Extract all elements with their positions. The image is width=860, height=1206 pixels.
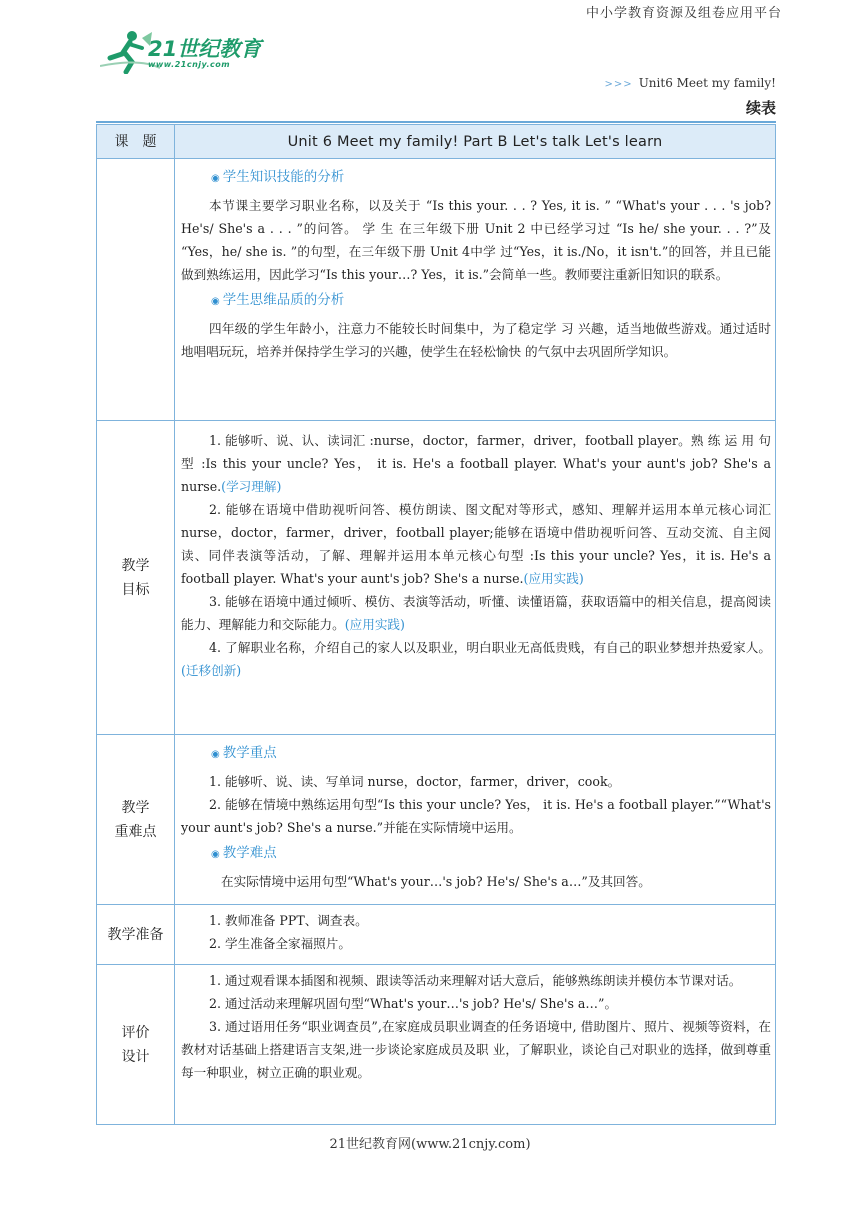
knowledge-paragraph: 本节课主要学习职业名称，以及关于 “Is this your. . . ? Yes, it is. ” “What's your . . . 's job? He's/ She's a . . . ”的问答。 学 生 在三年级下册 Unit 2 中已经学习过 “Is he/ she your. . . ?”及 “Yes，he/ she is. ”的句型，在三年级下册 Unit 4中学 过“Yes，it is./No，it isn't.”的回答，并且已能做到熟练运用，因此学习“Is this your…? Yes，it is.”会简单一些。教师要注重新旧知识的联系。 xyxy=(181,198,771,282)
logo-name: 21世纪教育 xyxy=(148,37,262,61)
objective-tag: (应用实践) xyxy=(523,571,584,586)
objective-text: 3. 能够在语境中通过倾听、模仿、表演等活动，听懂、读懂语篇，获取语篇中的相关信息，提高阅读能力、理解能力和交际能力。 xyxy=(181,594,771,632)
objective-text: 1. 能够听、说、认、读词汇 :nurse，doctor，farmer，driver，football player。熟 练 运 用 句 型 :Is this your uncle? Yes， it is. He's a football player. What's your aunt's job? She's a nurse. xyxy=(181,433,771,494)
evaluation-content xyxy=(175,965,776,1125)
evaluation-item: 3. 通过语用任务“职业调查员”,在家庭成员职业调查的任务语境中, 借助图片、照片、视频等资料，在教材对话基础上搭建语言支架,进一步谈论家庭成员及职 业，了解职业，谈论自己对职业的选择，做到尊重每一种职业，树立正确的职业观。 xyxy=(181,1019,771,1080)
evaluation-item: 1. 通过观看课本插图和视频、跟读等活动来理解对话大意后，能够熟练朗读并模仿本节课对话。 xyxy=(209,973,742,988)
difficulty-heading xyxy=(211,841,771,867)
arrows-icon: >>> xyxy=(604,79,633,90)
objectives-content xyxy=(175,421,776,735)
evaluation-label-line2: 设计 xyxy=(121,1048,150,1065)
objective-item xyxy=(181,429,771,498)
preparation-item: 2. 学生准备全家福照片。 xyxy=(209,936,351,951)
key-points-row xyxy=(97,735,776,905)
difficulty-heading-text: 教学难点 xyxy=(222,845,277,861)
bullet-icon: ◉ xyxy=(211,296,220,307)
preparation-content xyxy=(175,905,776,965)
thinking-paragraph: 四年级的学生年龄小，注意力不能较长时间集中，为了稳定学 习 兴趣，适当地做些游戏。通过适时地唱唱玩玩，培养并保持学生学习的兴趣，使学生在轻松愉快 的气氛中去巩固所学知识。 xyxy=(181,321,771,359)
focus-heading xyxy=(211,741,771,767)
thinking-heading xyxy=(211,288,771,314)
focus-item: 1. 能够听、说、读、写单词 nurse，doctor，farmer，driver，cook。 xyxy=(209,774,621,789)
footer-site: 21世纪教育网(www.21cnjy.com) xyxy=(329,1137,531,1152)
objectives-label-line1: 教学 xyxy=(121,557,150,574)
thinking-heading-text: 学生思维品质的分析 xyxy=(222,292,345,308)
objective-text: 2. 能够在语境中借助视听问答、模仿朗读、图文配对等形式，感知、理解并运用本单元核心词汇 nurse，doctor，farmer，driver，football player;能够在语境中借助视听问答、互动交流、自主阅读、同伴表演等活动，了解、理解并运用本单元核心句型 :Is this your uncle? Yes，it is. He's a football player. What's your aunt's job? She's a nurse. xyxy=(181,502,771,586)
objective-item xyxy=(181,636,771,682)
preparation-item: 1. 教师准备 PPT、调查表。 xyxy=(209,913,368,928)
topic-label: 课 题 xyxy=(97,125,175,159)
focus-heading-text: 教学重点 xyxy=(222,745,277,761)
analysis-content xyxy=(175,159,776,421)
knowledge-heading-text: 学生知识技能的分析 xyxy=(222,169,345,185)
evaluation-label-line1: 评价 xyxy=(121,1024,150,1041)
top-rule xyxy=(96,121,776,123)
bullet-icon: ◉ xyxy=(211,849,220,860)
evaluation-label xyxy=(97,965,175,1125)
topic-title: Unit 6 Meet my family! Part B Let's talk Let's learn xyxy=(175,125,776,159)
objectives-row xyxy=(97,421,776,735)
key-points-content xyxy=(175,735,776,905)
objective-text: 4. 了解职业名称，介绍自己的家人以及职业，明白职业无高低贵贱，有自己的职业梦想并热爱家人。 xyxy=(209,640,771,655)
analysis-row xyxy=(97,159,776,421)
knowledge-heading xyxy=(211,165,771,191)
continued-label: 续表 xyxy=(745,99,776,117)
topic-row xyxy=(97,125,776,159)
unit-header xyxy=(605,76,776,90)
logo-url: www.21cnjy.com xyxy=(148,60,231,69)
analysis-label xyxy=(97,159,175,421)
objective-tag: (学习理解) xyxy=(221,479,282,494)
key-points-label xyxy=(97,735,175,905)
preparation-label: 教学准备 xyxy=(97,905,175,965)
evaluation-item: 2. 通过活动来理解巩固句型“What's your…'s job? He's/ She's a…”。 xyxy=(209,996,618,1011)
objectives-label-line2: 目标 xyxy=(121,581,150,598)
bullet-icon: ◉ xyxy=(211,749,220,760)
difficulty-text: 在实际情境中运用句型“What's your…'s job? He's/ She's a…”及其回答。 xyxy=(221,874,651,889)
objective-item xyxy=(181,498,771,590)
key-points-label-line2: 重难点 xyxy=(114,823,157,840)
evaluation-row xyxy=(97,965,776,1125)
objective-item xyxy=(181,590,771,636)
lesson-plan-table xyxy=(96,124,776,1125)
objective-tag: (应用实践) xyxy=(344,617,405,632)
focus-item: 2. 能够在情境中熟练运用句型“Is this your uncle? Yes， it is. He's a football player.”“What's your aunt's job? She's a nurse.”并能在实际情境中运用。 xyxy=(181,797,771,835)
platform-name: 中小学教育资源及组卷应用平台 xyxy=(585,6,782,21)
unit-header-text: Unit6 Meet my family! xyxy=(638,76,776,90)
key-points-label-line1: 教学 xyxy=(121,799,150,816)
preparation-row xyxy=(97,905,776,965)
objectives-label xyxy=(97,421,175,735)
bullet-icon: ◉ xyxy=(211,173,220,184)
objective-tag: (迁移创新) xyxy=(181,663,242,678)
